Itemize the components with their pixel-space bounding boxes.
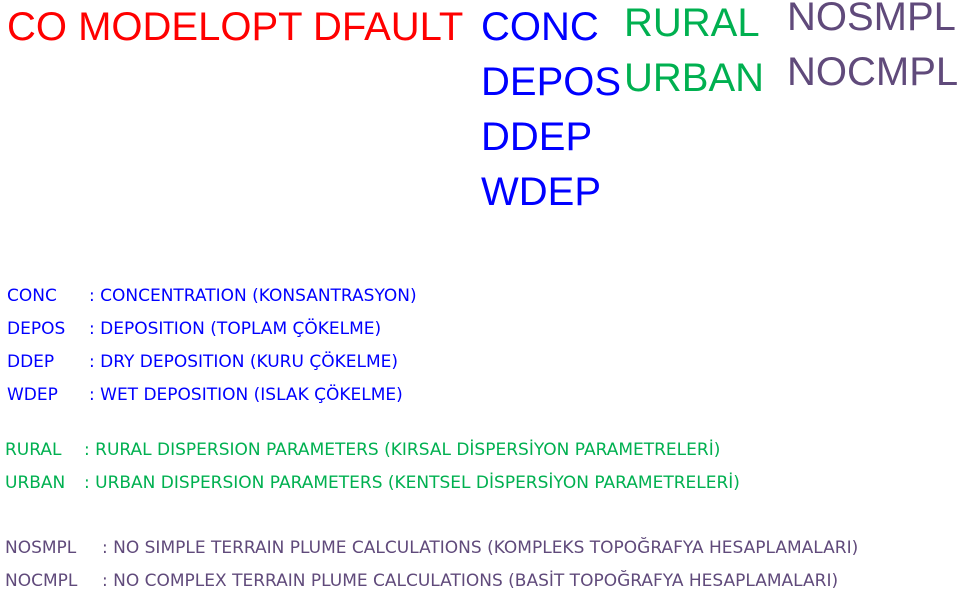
legend-key: NOSMPL xyxy=(5,538,77,558)
legend-desc: : RURAL DISPERSION PARAMETERS (KIRSAL DİSPERSİYON PARAMETRELERİ) xyxy=(84,440,721,460)
legend-desc: : DEPOSITION (TOPLAM ÇÖKELME) xyxy=(89,319,382,339)
legend-key: DEPOS xyxy=(7,319,66,339)
legend-key: WDEP xyxy=(7,385,58,405)
option-conc: CONC xyxy=(481,5,599,49)
output-type-column xyxy=(481,0,621,220)
option-nocmpl: NOCMPL xyxy=(787,50,959,94)
legend-desc: : WET DEPOSITION (ISLAK ÇÖKELME) xyxy=(89,385,403,405)
legend-key: NOCMPL xyxy=(5,571,78,591)
legend-key: URBAN xyxy=(5,473,66,493)
terrain-type-column xyxy=(787,0,958,100)
legend-desc: : NO SIMPLE TERRAIN PLUME CALCULATIONS (KOMPLEKS TOPOĞRAFYA HESAPLAMALARI) xyxy=(102,538,859,558)
page-title: CO MODELOPT DFAULT xyxy=(7,5,464,49)
legend-key: CONC xyxy=(7,286,57,306)
legend-desc: : CONCENTRATION (KONSANTRASYON) xyxy=(89,286,417,306)
dispersion-type-column xyxy=(624,0,764,106)
legend-desc: : URBAN DISPERSION PARAMETERS (KENTSEL DİSPERSİYON PARAMETRELERİ) xyxy=(84,473,740,493)
option-wdep: WDEP xyxy=(481,170,601,214)
option-urban: URBAN xyxy=(624,56,765,100)
legend-desc: : NO COMPLEX TERRAIN PLUME CALCULATIONS (BASİT TOPOĞRAFYA HESAPLAMALARI) xyxy=(102,571,839,591)
legend-key: RURAL xyxy=(5,440,62,460)
option-ddep: DDEP xyxy=(481,115,593,159)
option-depos: DEPOS xyxy=(481,60,622,104)
option-rural: RURAL xyxy=(624,1,760,45)
legend-key: DDEP xyxy=(7,352,55,372)
option-nosmpl: NOSMPL xyxy=(787,0,956,39)
legend-desc: : DRY DEPOSITION (KURU ÇÖKELME) xyxy=(89,352,398,372)
